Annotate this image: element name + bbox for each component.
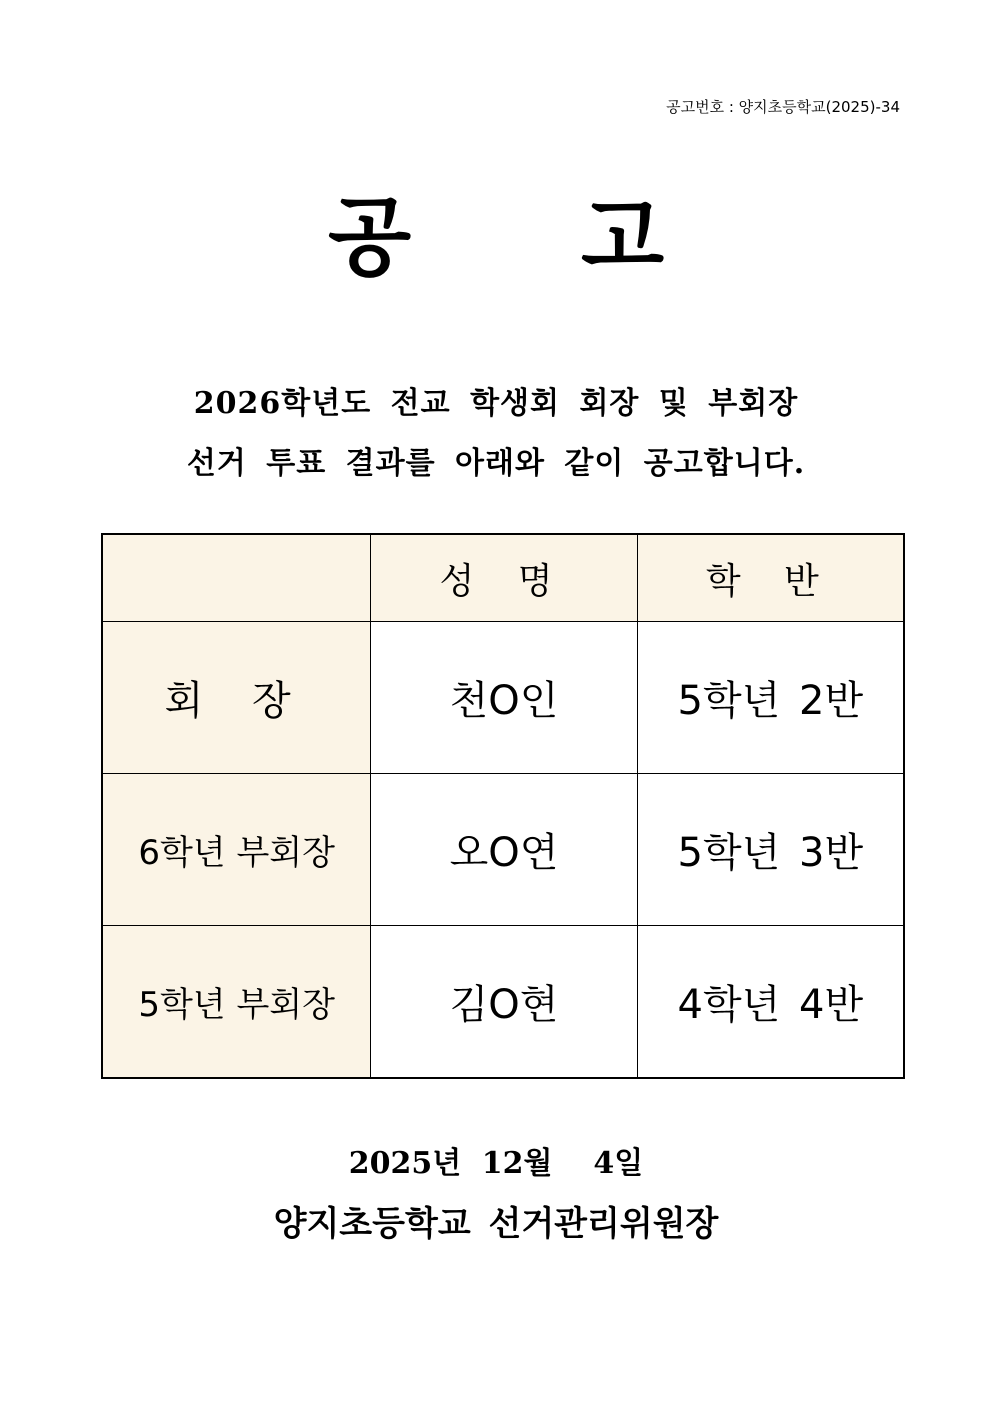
class-cell	[637, 926, 904, 1079]
class-cell	[637, 622, 904, 774]
intro-line-2: 선거 투표 결과를 아래와 같이 공고합니다.	[186, 446, 806, 481]
student-class: 5학년 3반	[677, 830, 864, 876]
issuer: 양지초등학교 선거관리위원장	[273, 1204, 719, 1244]
table-row	[102, 774, 904, 926]
header-class: 학 반	[637, 534, 904, 622]
role-label: 회 장	[164, 678, 309, 724]
header-name: 성 명	[371, 534, 637, 622]
intro-text	[0, 374, 992, 494]
intro-line-1: 2026학년도 전교 학생회 회장 및 부회장	[193, 386, 799, 421]
student-class: 5학년 2반	[677, 678, 864, 724]
role-label: 6학년 부회장	[138, 833, 335, 873]
page-title: 공 고	[327, 187, 735, 288]
student-class: 4학년 4반	[677, 982, 864, 1028]
header-blank-cell	[102, 534, 371, 622]
notice-number: 공고번호 : 양지초등학교(2025)-34	[666, 98, 900, 116]
role-cell	[102, 774, 371, 926]
notice-date-text: 2025년 12월 4일	[348, 1146, 644, 1181]
table-row	[102, 926, 904, 1079]
class-cell	[637, 774, 904, 926]
role-cell	[102, 622, 371, 774]
table-row	[102, 622, 904, 774]
name-cell	[371, 774, 637, 926]
role-label: 5학년 부회장	[138, 985, 335, 1025]
student-name: 천O인	[449, 678, 559, 724]
name-cell	[371, 926, 637, 1079]
student-name: 김O현	[449, 982, 559, 1028]
student-name: 오O연	[449, 830, 559, 876]
notice-date	[0, 1138, 992, 1182]
election-result-table	[101, 533, 905, 1079]
name-cell	[371, 622, 637, 774]
table-header-row	[102, 534, 904, 622]
role-cell	[102, 926, 371, 1079]
